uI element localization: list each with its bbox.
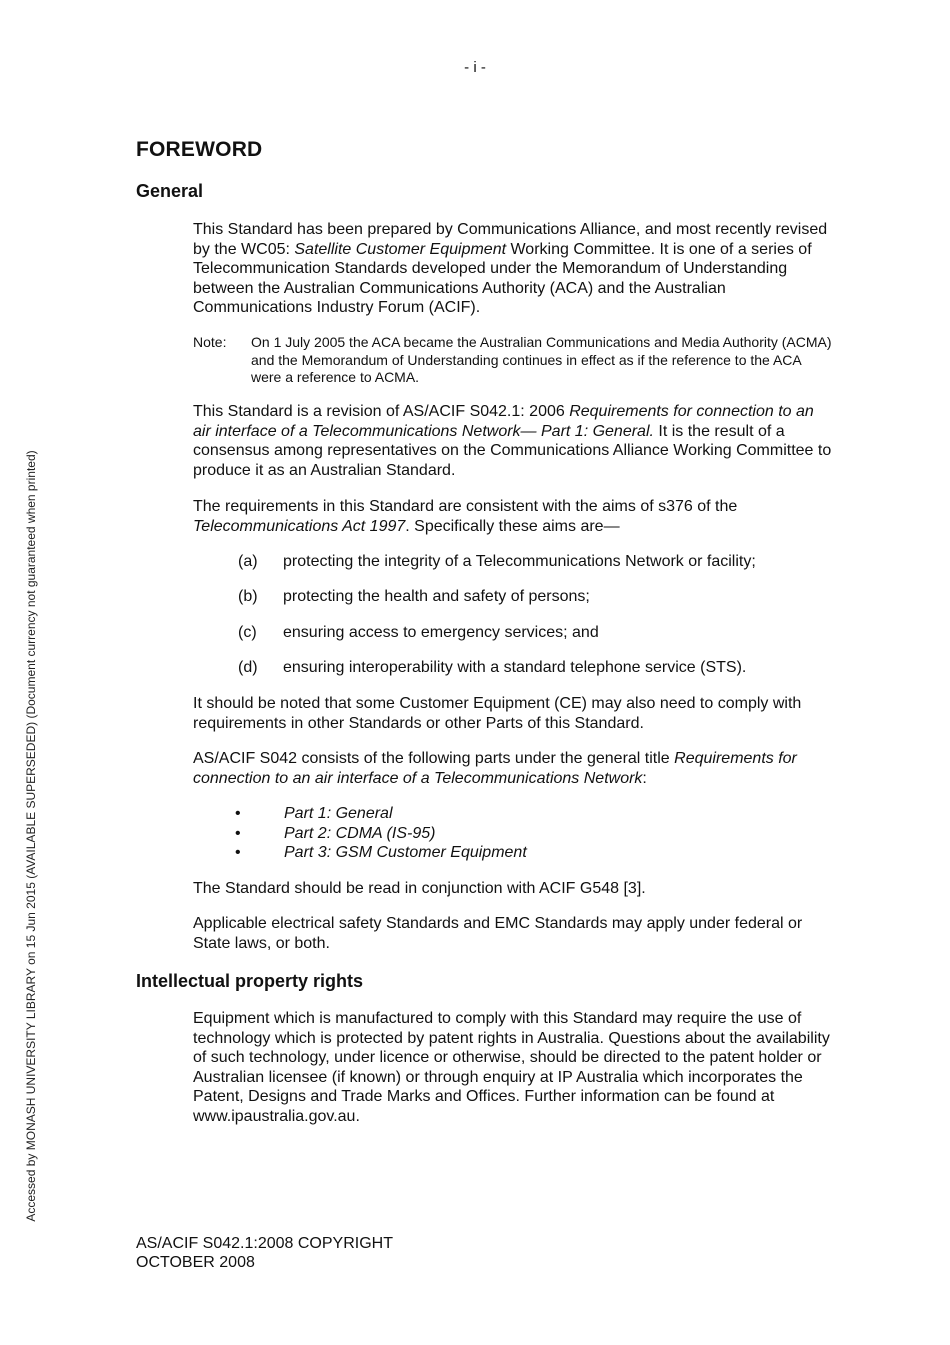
note-label: Note: xyxy=(193,334,227,350)
general-paragraph-7: Applicable electrical safety Standards and EMC Standards may apply under federal or State laws, or both. xyxy=(193,915,803,952)
aim-label: (c) xyxy=(238,624,257,641)
aim-text: protecting the integrity of a Telecommunications Network or facility; xyxy=(283,553,756,570)
aim-label: (d) xyxy=(238,659,258,676)
general-heading: General xyxy=(136,181,204,201)
general-paragraph-6: The Standard should be read in conjunction with ACIF G548 [3]. xyxy=(193,880,646,897)
aim-label: (b) xyxy=(238,588,258,605)
note-text: On 1 July 2005 the ACA became the Australian Communications and Media Authority (ACMA) and the Memorandum of Understanding continues in effect as if the reference to the ACA were a reference to ACMA. xyxy=(251,334,832,385)
aim-label: (a) xyxy=(238,553,258,570)
footer-date: OCTOBER 2008 xyxy=(136,1254,255,1271)
page-number: - i - xyxy=(464,59,486,76)
ipr-heading: Intellectual property rights xyxy=(136,971,364,991)
page-footer xyxy=(136,1234,393,1272)
bullet-icon: • xyxy=(235,844,241,861)
bullet-icon: • xyxy=(235,805,241,822)
aim-text: ensuring interoperability with a standard telephone service (STS). xyxy=(283,659,747,676)
footer-copyright: AS/ACIF S042.1:2008 COPYRIGHT xyxy=(136,1235,393,1252)
general-paragraph-1: This Standard has been prepared by Communications Alliance, and most recently revised by the WC05: Satellite Customer Equipment Working Committee. It is one of a series of Telecommunication Standards developed under the Memorandum of Understanding between the Australian Communications Authority (ACA) and the Australian Communications Industry Forum (ACIF). xyxy=(193,221,828,317)
aim-text: protecting the health and safety of persons; xyxy=(283,588,590,605)
access-watermark: Accessed by MONASH UNIVERSITY LIBRARY on 15 Jun 2015 (AVAILABLE SUPERSEDED) (Document currency not guaranteed when printed) xyxy=(24,450,38,1222)
general-paragraph-3: The requirements in this Standard are consistent with the aims of s376 of the Telecommunications Act 1997. Specifically these aims are— xyxy=(193,498,738,535)
part-title: Part 2: CDMA (IS-95) xyxy=(284,825,436,842)
ipr-paragraph: Equipment which is manufactured to comply with this Standard may require the use of technology which is protected by patent rights in Australia. Questions about the availability of such technology, under licence or otherwise, should be directed to the patent holder or Australian licensee (if known) or through enquiry at IP Australia which incorporates the Patent, Designs and Trade Marks and Offices. Further information can be found at www.ipaustralia.gov.au. xyxy=(193,1010,830,1125)
part-title: Part 3: GSM Customer Equipment xyxy=(284,844,527,861)
general-paragraph-2: This Standard is a revision of AS/ACIF S042.1: 2006 Requirements for connection to an air interface of a Telecommunications Network— Part 1: General. It is the result of a consensus among representatives on the Communications Alliance Working Committee to produce it as an Australian Standard. xyxy=(193,403,832,479)
bullet-icon: • xyxy=(235,825,241,842)
general-paragraph-5: AS/ACIF S042 consists of the following parts under the general title Requirements for connection to an air interface of a Telecommunications Network: xyxy=(193,750,797,787)
foreword-title: FOREWORD xyxy=(136,138,263,161)
aim-text: ensuring access to emergency services; and xyxy=(283,624,599,641)
aca-note xyxy=(193,334,833,387)
general-paragraph-4: It should be noted that some Customer Equipment (CE) may also need to comply with requirements in other Standards or other Parts of this Standard. xyxy=(193,695,802,732)
part-title: Part 1: General xyxy=(284,805,393,822)
